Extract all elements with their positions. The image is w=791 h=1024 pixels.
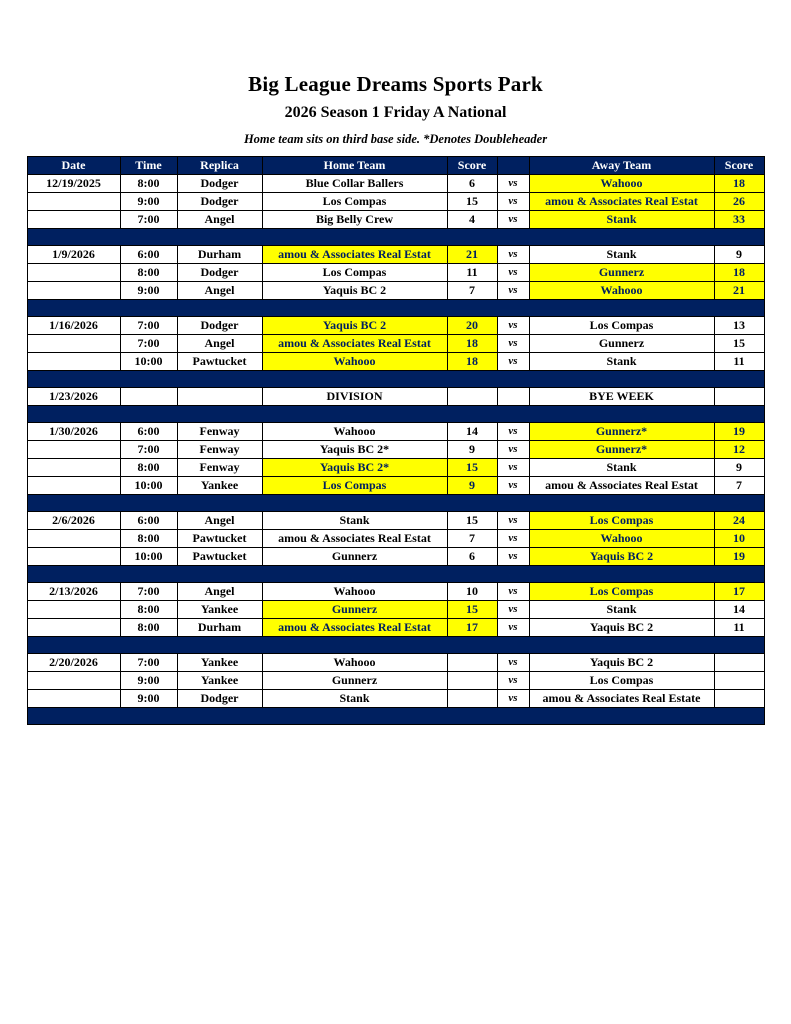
table-row [27,477,764,495]
away-score-cell: 10 [714,530,764,548]
vs-cell: vs [497,601,529,619]
group-separator-bar [27,637,764,654]
home-score-cell [447,388,497,406]
away-team-cell: amou & Associates Real Estat [529,477,714,495]
group-separator [27,371,764,388]
date-cell: 2/20/2026 [27,654,120,672]
home-score-cell: 6 [447,175,497,193]
group-separator [27,406,764,423]
home-team-cell: Los Compas [262,193,447,211]
away-score-cell: 24 [714,512,764,530]
replica-cell: Pawtucket [177,548,262,566]
replica-cell: Angel [177,282,262,300]
away-team-cell: Stank [529,601,714,619]
vs-cell [497,388,529,406]
date-cell: 2/13/2026 [27,583,120,601]
away-score-cell: 18 [714,264,764,282]
date-cell [27,264,120,282]
home-score-cell: 6 [447,548,497,566]
home-score-cell: 15 [447,512,497,530]
replica-cell: Yankee [177,477,262,495]
away-team-cell: Stank [529,353,714,371]
replica-cell: Yankee [177,654,262,672]
home-team-cell: amou & Associates Real Estat [262,530,447,548]
replica-cell: Dodger [177,175,262,193]
group-separator-bar [27,229,764,246]
home-team-cell: Yaquis BC 2 [262,282,447,300]
time-cell: 7:00 [120,317,177,335]
replica-cell: Fenway [177,441,262,459]
table-row [27,548,764,566]
table-row [27,423,764,441]
table-row [27,211,764,229]
table-row [27,193,764,211]
vs-cell: vs [497,530,529,548]
away-score-cell: 15 [714,335,764,353]
table-row [27,601,764,619]
time-cell: 8:00 [120,264,177,282]
replica-cell: Pawtucket [177,530,262,548]
away-team-cell: Wahooo [529,282,714,300]
vs-cell: vs [497,583,529,601]
date-cell [27,193,120,211]
table-row [27,512,764,530]
away-score-cell [714,654,764,672]
away-team-cell: Gunnerz [529,264,714,282]
date-cell [27,441,120,459]
date-cell [27,672,120,690]
away-team-cell: Los Compas [529,317,714,335]
date-cell [27,353,120,371]
table-row [27,459,764,477]
replica-cell: Dodger [177,264,262,282]
home-score-cell: 18 [447,353,497,371]
col-header-date: Date [27,157,120,175]
away-score-cell [714,672,764,690]
group-separator-bar [27,708,764,725]
group-separator [27,708,764,725]
date-cell [27,211,120,229]
home-team-cell: Stank [262,512,447,530]
group-separator-bar [27,566,764,583]
replica-cell: Fenway [177,423,262,441]
home-team-cell: Wahooo [262,353,447,371]
vs-cell: vs [497,264,529,282]
replica-cell: Angel [177,512,262,530]
time-cell: 7:00 [120,335,177,353]
date-cell [27,690,120,708]
away-score-cell: 19 [714,423,764,441]
away-score-cell: 26 [714,193,764,211]
time-cell: 10:00 [120,353,177,371]
group-separator-bar [27,371,764,388]
away-score-cell: 33 [714,211,764,229]
replica-cell: Yankee [177,601,262,619]
group-separator-bar [27,495,764,512]
away-team-cell: Wahooo [529,530,714,548]
col-header-home-team: Home Team [262,157,447,175]
time-cell: 8:00 [120,601,177,619]
table-row [27,654,764,672]
vs-cell: vs [497,246,529,264]
away-score-cell: 18 [714,175,764,193]
away-score-cell: 9 [714,459,764,477]
time-cell: 9:00 [120,282,177,300]
away-team-cell: Wahooo [529,175,714,193]
time-cell: 8:00 [120,459,177,477]
replica-cell: Durham [177,619,262,637]
replica-cell: Pawtucket [177,353,262,371]
away-score-cell: 19 [714,548,764,566]
home-score-cell: 9 [447,441,497,459]
away-team-cell: Gunnerz [529,335,714,353]
vs-cell: vs [497,672,529,690]
time-cell: 6:00 [120,423,177,441]
time-cell: 8:00 [120,530,177,548]
vs-cell: vs [497,512,529,530]
replica-cell: Yankee [177,672,262,690]
group-separator [27,495,764,512]
home-score-cell: 17 [447,619,497,637]
away-team-cell: Gunnerz* [529,423,714,441]
date-cell [27,477,120,495]
vs-cell: vs [497,654,529,672]
home-team-cell: amou & Associates Real Estat [262,246,447,264]
vs-cell: vs [497,193,529,211]
table-row [27,619,764,637]
home-score-cell: 15 [447,193,497,211]
date-cell: 1/30/2026 [27,423,120,441]
home-score-cell: 21 [447,246,497,264]
away-score-cell [714,388,764,406]
away-score-cell: 11 [714,619,764,637]
time-cell: 10:00 [120,477,177,495]
time-cell: 7:00 [120,441,177,459]
replica-cell: Durham [177,246,262,264]
vs-cell: vs [497,690,529,708]
table-row [27,175,764,193]
replica-cell [177,388,262,406]
table-row [27,282,764,300]
date-cell: 12/19/2025 [27,175,120,193]
date-cell: 1/16/2026 [27,317,120,335]
home-team-cell: Gunnerz [262,601,447,619]
home-score-cell: 4 [447,211,497,229]
home-score-cell: 9 [447,477,497,495]
home-team-cell: Los Compas [262,264,447,282]
col-header-time: Time [120,157,177,175]
table-row [27,388,764,406]
away-team-cell: Los Compas [529,672,714,690]
home-team-cell: Gunnerz [262,672,447,690]
home-team-cell: Wahooo [262,423,447,441]
replica-cell: Angel [177,335,262,353]
table-row [27,690,764,708]
schedule-table-body [27,175,764,725]
home-score-cell: 11 [447,264,497,282]
date-cell [27,548,120,566]
home-team-cell: Gunnerz [262,548,447,566]
away-team-cell: Los Compas [529,583,714,601]
home-score-cell [447,690,497,708]
date-cell: 1/23/2026 [27,388,120,406]
group-separator [27,229,764,246]
home-score-cell [447,654,497,672]
away-score-cell: 12 [714,441,764,459]
away-score-cell: 17 [714,583,764,601]
page-note: Home team sits on third base side. *Denotes Doubleheader [243,132,548,146]
time-cell: 9:00 [120,690,177,708]
vs-cell: vs [497,175,529,193]
col-header-home-score: Score [447,157,497,175]
col-header-replica: Replica [177,157,262,175]
table-row [27,335,764,353]
vs-cell: vs [497,548,529,566]
away-team-cell: Gunnerz* [529,441,714,459]
home-score-cell: 18 [447,335,497,353]
home-team-cell: Big Belly Crew [262,211,447,229]
col-header-away-score: Score [714,157,764,175]
table-row [27,353,764,371]
group-separator [27,566,764,583]
table-row [27,530,764,548]
col-header-away-team: Away Team [529,157,714,175]
away-score-cell: 14 [714,601,764,619]
home-score-cell: 15 [447,601,497,619]
time-cell: 9:00 [120,672,177,690]
away-team-cell: amou & Associates Real Estate [529,690,714,708]
away-score-cell: 21 [714,282,764,300]
home-team-cell: Yaquis BC 2* [262,441,447,459]
away-team-cell: Los Compas [529,512,714,530]
away-score-cell: 9 [714,246,764,264]
table-row [27,583,764,601]
home-team-cell: Yaquis BC 2 [262,317,447,335]
home-team-cell: Wahooo [262,654,447,672]
replica-cell: Dodger [177,317,262,335]
group-separator-bar [27,300,764,317]
page-title: Big League Dreams Sports Park [248,72,543,96]
away-team-cell: Yaquis BC 2 [529,619,714,637]
home-score-cell: 7 [447,530,497,548]
vs-cell: vs [497,459,529,477]
vs-cell: vs [497,211,529,229]
time-cell: 6:00 [120,246,177,264]
home-score-cell [447,672,497,690]
home-team-cell: DIVISION [262,388,447,406]
time-cell: 8:00 [120,175,177,193]
col-header-vs [497,157,529,175]
away-team-cell: amou & Associates Real Estat [529,193,714,211]
vs-cell: vs [497,335,529,353]
away-team-cell: BYE WEEK [529,388,714,406]
time-cell: 7:00 [120,583,177,601]
replica-cell: Angel [177,583,262,601]
away-team-cell: Yaquis BC 2 [529,654,714,672]
away-team-cell: Stank [529,246,714,264]
replica-cell: Dodger [177,193,262,211]
replica-cell: Angel [177,211,262,229]
away-team-cell: Stank [529,211,714,229]
home-team-cell: Wahooo [262,583,447,601]
home-team-cell: Stank [262,690,447,708]
table-row [27,246,764,264]
home-score-cell: 7 [447,282,497,300]
page-subtitle: 2026 Season 1 Friday A National [284,104,507,121]
time-cell: 6:00 [120,512,177,530]
away-score-cell: 11 [714,353,764,371]
table-header-row [27,157,764,175]
date-cell [27,530,120,548]
away-team-cell: Yaquis BC 2 [529,548,714,566]
date-cell [27,335,120,353]
replica-cell: Dodger [177,690,262,708]
time-cell: 8:00 [120,619,177,637]
vs-cell: vs [497,441,529,459]
time-cell: 10:00 [120,548,177,566]
home-team-cell: Los Compas [262,477,447,495]
away-score-cell: 13 [714,317,764,335]
vs-cell: vs [497,317,529,335]
vs-cell: vs [497,423,529,441]
time-cell: 7:00 [120,211,177,229]
table-row [27,317,764,335]
group-separator [27,637,764,654]
time-cell [120,388,177,406]
vs-cell: vs [497,353,529,371]
time-cell: 9:00 [120,193,177,211]
home-team-cell: amou & Associates Real Estat [262,335,447,353]
table-row [27,264,764,282]
group-separator [27,300,764,317]
home-team-cell: Blue Collar Ballers [262,175,447,193]
vs-cell: vs [497,477,529,495]
date-cell: 2/6/2026 [27,512,120,530]
away-score-cell [714,690,764,708]
date-cell: 1/9/2026 [27,246,120,264]
page-header [0,0,791,147]
replica-cell: Fenway [177,459,262,477]
table-row [27,672,764,690]
group-separator-bar [27,406,764,423]
home-score-cell: 20 [447,317,497,335]
schedule-table [27,156,765,725]
home-team-cell: amou & Associates Real Estat [262,619,447,637]
date-cell [27,619,120,637]
table-row [27,441,764,459]
home-score-cell: 15 [447,459,497,477]
vs-cell: vs [497,619,529,637]
vs-cell: vs [497,282,529,300]
away-team-cell: Stank [529,459,714,477]
home-team-cell: Yaquis BC 2* [262,459,447,477]
date-cell [27,459,120,477]
home-score-cell: 10 [447,583,497,601]
date-cell [27,601,120,619]
away-score-cell: 7 [714,477,764,495]
home-score-cell: 14 [447,423,497,441]
time-cell: 7:00 [120,654,177,672]
date-cell [27,282,120,300]
